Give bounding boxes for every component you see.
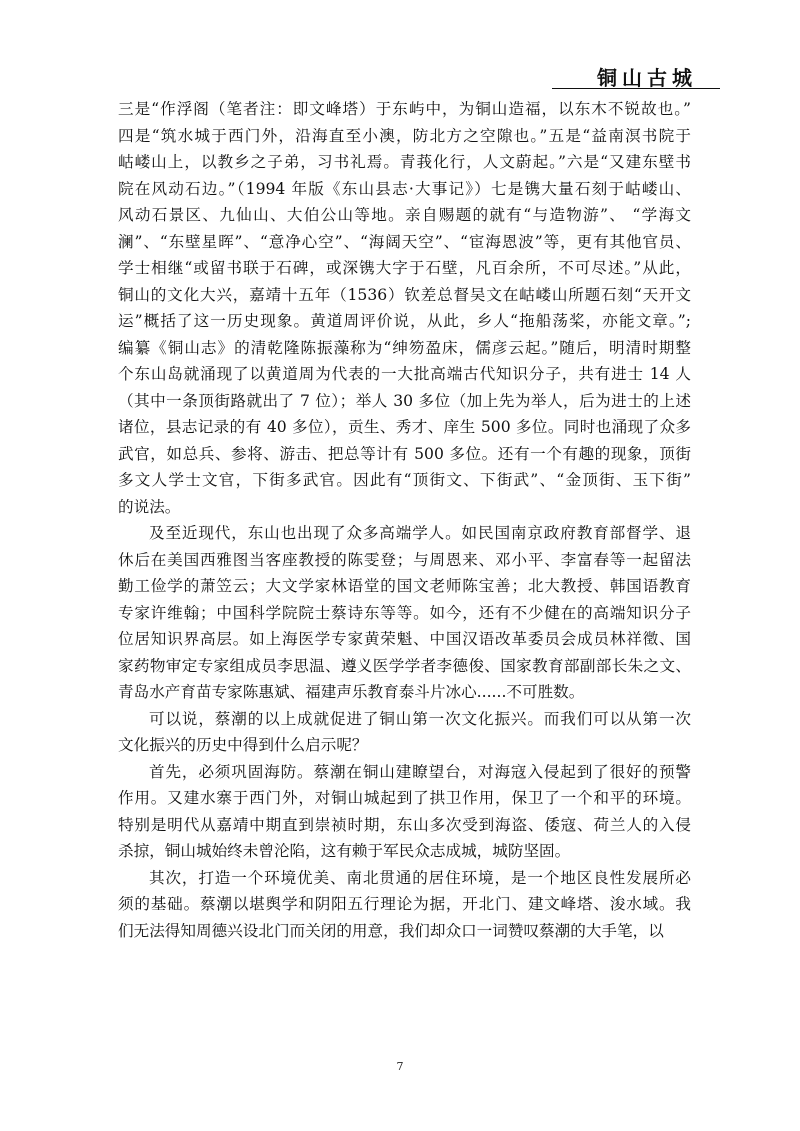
running-header-title: 铜山古城	[597, 66, 697, 90]
text-line: 编纂《铜山志》的清乾隆陈振藻称为“绅笏盈床，儒彦云起。”随后，明清时期整	[118, 338, 691, 357]
text-line: 其次，打造一个环境优美、南北贯通的居住环境，是一个地区良性发展所必	[149, 868, 691, 887]
text-line: 风动石景区、九仙山、大伯公山等地。亲自赐题的就有“与造物游”、 “学海文	[118, 206, 691, 224]
text-line: 院在风动石边。”（1994 年版《东山县志·大事记》）七是镌大量石刻于岵嵝山、	[118, 179, 691, 198]
text-line: 运”概括了这一历史现象。黄道周评价说，从此，乡人“拖船荡桨，亦能文章。”;	[118, 312, 691, 330]
text-line: 岵嵝山上，以教乡之子弟，习书礼焉。青莪化行，人文蔚起。”六是“又建东壁书	[118, 153, 691, 171]
page-number: 7	[396, 1060, 404, 1073]
text-line: 铜山的文化大兴，嘉靖十五年（1536）钦差总督吴文在岵嵝山所题石刻“天开文	[118, 285, 691, 304]
text-line: 可以说，蔡潮的以上成就促进了铜山第一次文化振兴。而我们可以从第一次	[149, 709, 691, 728]
text-line: 个东山岛就涌现了以黄道周为代表的一大批高端古代知识分子，共有进士 14 人	[118, 365, 691, 383]
text-line: 位居知识界高层。如上海医学专家黄荣魁、中国汉语改革委员会成员林祥徵、国	[118, 630, 691, 648]
text-line: 专家许维翰；中国科学院院士蔡诗东等等。如今，还有不少健在的高端知识分子	[118, 603, 691, 622]
text-line: 多文人学士文官，下街多武官。因此有“顶街文、下街武”、“金顶街、玉下街”	[118, 471, 691, 489]
text-line: 诸位，县志记录的有 40 多位），贡生、秀才、庠生 500 多位。同时也涌现了众多	[118, 418, 691, 436]
text-line: 勤工俭学的萧笠云；大文学家林语堂的国文老师陈宝善；北大教授、韩国语教育	[118, 577, 691, 595]
text-line: 休后在美国西雅图当客座教授的陈雯登；与周恩来、邓小平、李富春等一起留法	[118, 550, 691, 569]
text-line: 们无法得知周德兴设北门而关闭的用意，我们却众口一词赞叹蔡潮的大手笔，以	[118, 921, 664, 940]
text-line: 杀掠，铜山城始终未曾沦陷，这有赖于军民众志成城，城防坚固。	[118, 842, 571, 860]
text-line: 青岛水产育苗专家陈惠斌、福建声乐教育泰斗片冰心......不可胜数。	[118, 683, 585, 701]
text-line: （其中一条顶街路就出了 7 位）；举人 30 多位（加上先为举人，后为进士的上述	[118, 391, 691, 410]
text-line: 首先，必须巩固海防。蔡潮在铜山建瞭望台，对海寇入侵起到了很好的预警	[149, 762, 691, 781]
body-text	[118, 96, 691, 944]
header-rule	[552, 88, 720, 89]
text-line: 学士相继“或留书联于石碑，或深镌大字于石壁，凡百余所，不可尽述。”从此，	[118, 259, 691, 277]
text-line: 须的基础。蔡潮以堪舆学和阴阳五行理论为据，开北门、建文峰塔、浚水域。我	[118, 895, 691, 913]
text-line: 三是“作浮阁（笔者注：即文峰塔）于东屿中，为铜山造福，以东木不锐故也。”	[118, 100, 691, 118]
text-line: 及至近现代，东山也出现了众多高端学人。如民国南京政府教育部督学、退	[149, 524, 691, 542]
text-line: 作用。又建水寨于西门外，对铜山城起到了拱卫作用，保卫了一个和平的环境。	[118, 789, 691, 807]
text-line: 特别是明代从嘉靖中期直到崇祯时期，东山多次受到海盗、倭寇、荷兰人的入侵	[118, 815, 691, 834]
text-line: 澜”、“东壁星晖”、“意净心空”、“海阔天空”、“宦海恩波”等，更有其他官员、	[118, 232, 691, 251]
text-line: 文化振兴的历史中得到什么启示呢？	[118, 736, 368, 754]
text-line: 武官，如总兵、参将、游击、把总等计有 500 多位。还有一个有趣的现象，顶街	[118, 444, 691, 463]
text-line: 四是“筑水城于西门外，沿海直至小澳，防北方之空隙也。”五是“益南溟书院于	[118, 126, 691, 145]
text-line: 的说法。	[118, 497, 181, 516]
text-line: 家药物审定专家组成员李思温、遵义医学学者李德俊、国家教育部副部长朱之文、	[118, 656, 691, 675]
